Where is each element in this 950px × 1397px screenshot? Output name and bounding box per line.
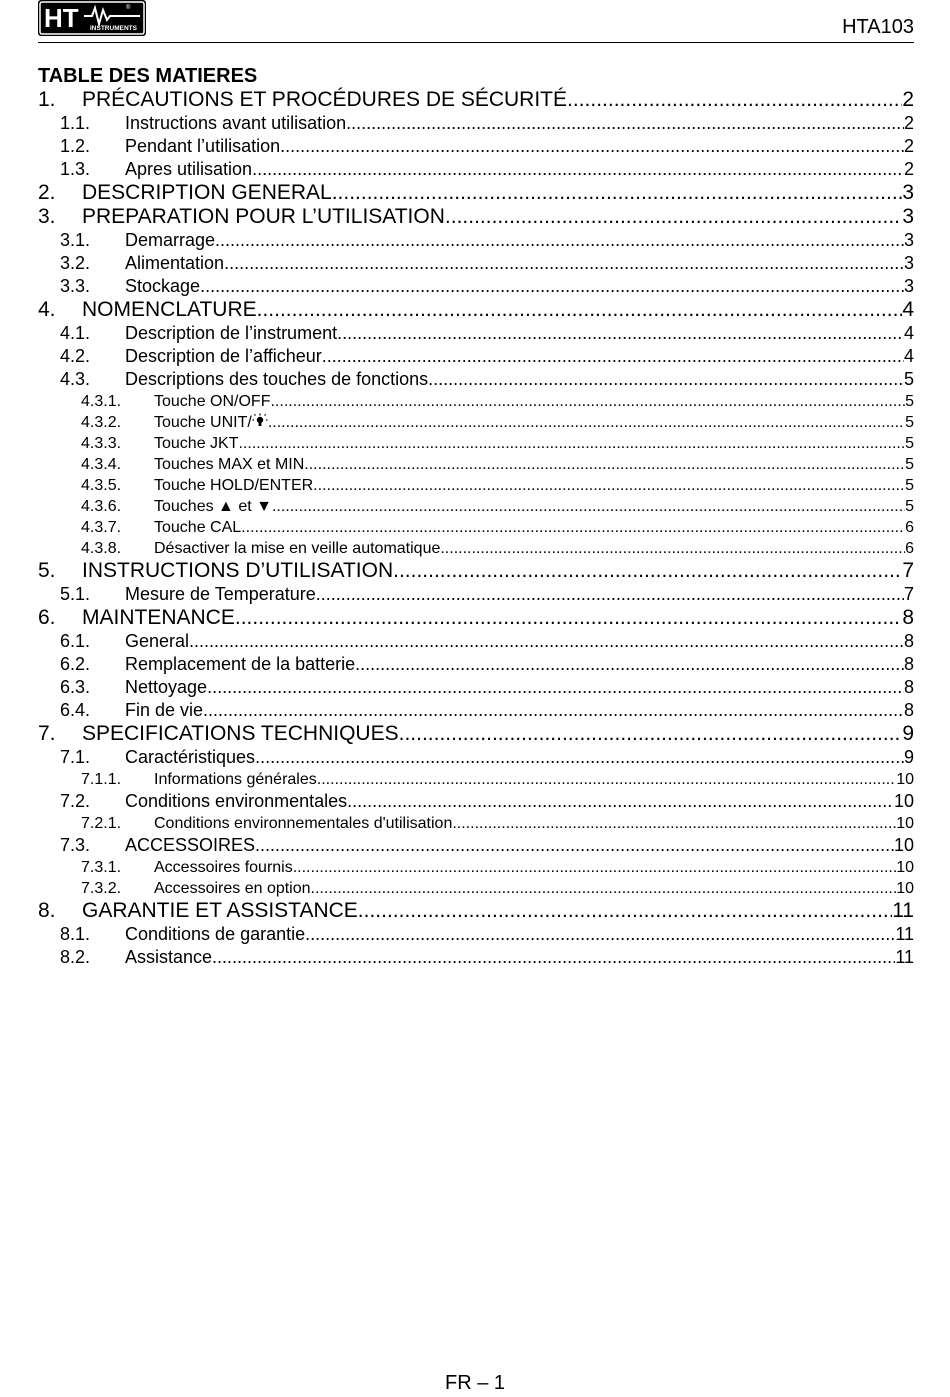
toc-entry[interactable] (38, 946, 914, 969)
toc-entry-page: 10 (896, 859, 914, 876)
toc-entry-number: 1.1. (60, 113, 91, 133)
toc-entry[interactable] (38, 834, 914, 857)
toc-leader-dots (200, 275, 904, 298)
toc-entry-title: Description de l’instrument (125, 323, 338, 343)
toc-entry-title: Touche HOLD/ENTER (154, 477, 314, 494)
toc-entry[interactable] (38, 923, 914, 946)
ht-logo-graphic (38, 0, 146, 36)
toc-entry[interactable] (38, 433, 914, 454)
toc-entry-number: 4.3.5. (81, 477, 122, 494)
toc-entry-title: Mesure de Temperature (125, 584, 316, 604)
toc-entry-page: 6 (905, 519, 914, 536)
toc-entry-title: Accessoires en option (154, 880, 311, 897)
toc-entry-number: 7.3.2. (81, 880, 122, 897)
toc-entry[interactable] (38, 275, 914, 298)
toc-entry-title: Touche ON/OFF (154, 393, 271, 410)
toc-entry[interactable] (38, 298, 914, 322)
toc-leader-dots (393, 559, 902, 583)
toc-entry-number: 6.1. (60, 631, 91, 651)
toc-entry-number: 3.3. (60, 276, 91, 296)
toc-entry-title: GARANTIE ET ASSISTANCE (82, 899, 358, 922)
toc-leader-dots (445, 205, 902, 229)
toc-entry-page: 8 (902, 606, 914, 629)
toc-entry-title: Stockage (125, 276, 201, 296)
toc-entry-title: ACCESSOIRES (125, 835, 256, 855)
toc-entry-title: Touche CAL (154, 519, 242, 536)
light-bulb-icon (252, 412, 268, 433)
toc-entry-page: 2 (902, 88, 914, 111)
toc-entry[interactable] (38, 517, 914, 538)
toc-entry-page: 5 (905, 393, 914, 410)
toc-entry-number: 2. (38, 181, 56, 204)
toc-entry[interactable] (38, 205, 914, 229)
toc-entry-title: Nettoyage (125, 677, 208, 697)
toc-leader-dots (313, 475, 905, 496)
toc-leader-dots (255, 746, 904, 769)
toc-entry-title: Touche JKT (154, 435, 239, 452)
toc-leader-dots (270, 391, 905, 412)
toc-leader-dots (428, 368, 904, 391)
toc-entry[interactable] (38, 746, 914, 769)
toc-entry-number: 8.1. (60, 924, 91, 944)
toc-leader-dots (305, 923, 895, 946)
toc-entry-number: 7.1. (60, 747, 91, 767)
toc-entry[interactable] (38, 454, 914, 475)
toc-entry[interactable] (38, 412, 914, 433)
toc-leader-dots (235, 606, 902, 630)
toc-entry-page: 5 (905, 477, 914, 494)
toc-entry-number: 1. (38, 88, 56, 111)
toc-leader-dots (452, 813, 896, 834)
toc-entry-page: 3 (902, 181, 914, 204)
toc-entry[interactable] (38, 653, 914, 676)
toc-entry-page: 9 (902, 722, 914, 745)
toc-entry-page: 8 (903, 654, 914, 674)
toc-entry-page: 10 (893, 835, 914, 855)
toc-leader-dots (241, 517, 905, 538)
toc-entry[interactable] (38, 496, 914, 517)
toc-entry[interactable] (38, 345, 914, 368)
toc-entry[interactable] (38, 813, 914, 834)
toc-entry-title: Conditions environmentales (125, 791, 348, 811)
toc-leader-dots (203, 699, 904, 722)
toc-leader-dots (255, 834, 894, 857)
toc-entry-page: 4 (903, 346, 914, 366)
toc-entry-number: 4. (38, 298, 56, 321)
toc-entry-number: 4.2. (60, 346, 91, 366)
toc-entry-number: 7.2. (60, 791, 91, 811)
toc-entry[interactable] (38, 790, 914, 813)
toc-entry-page: 2 (903, 159, 914, 179)
toc-entry[interactable] (38, 857, 914, 878)
toc-entry-page: 10 (896, 815, 914, 832)
toc-entry-number: 4.3.1. (81, 393, 122, 410)
toc-entry-title: PREPARATION POUR L’UTILISATION (82, 205, 445, 228)
toc-entry-title: Touche UNIT/ (154, 414, 252, 431)
toc-leader-dots (355, 653, 904, 676)
toc-leader-dots (358, 899, 892, 923)
toc-leader-dots (215, 229, 904, 252)
toc-entry-page: 4 (903, 323, 914, 343)
toc-entry[interactable] (38, 368, 914, 391)
logo-subtext: INSTRUMENTS (90, 25, 137, 32)
toc-entry-title: Instructions avant utilisation (125, 113, 347, 133)
toc-entry[interactable] (38, 112, 914, 135)
toc-entry-page: 10 (896, 880, 914, 897)
toc-entry-number: 3. (38, 205, 56, 228)
toc-entry[interactable] (38, 899, 914, 923)
toc-entry[interactable] (38, 699, 914, 722)
toc-leader-dots (268, 412, 905, 433)
toc-entry[interactable] (38, 583, 914, 606)
toc-entry[interactable] (38, 769, 914, 790)
toc-entry[interactable] (38, 158, 914, 181)
toc-entry-number: 7.1.1. (81, 771, 122, 788)
toc-entry-page: 5 (905, 498, 914, 515)
toc-leader-dots (311, 878, 897, 899)
toc-entry-number: 7.2.1. (81, 815, 122, 832)
toc-entry-title: SPECIFICATIONS TECHNIQUES (82, 722, 399, 745)
toc-leader-dots (224, 252, 904, 275)
toc-entry-page: 5 (903, 369, 914, 389)
toc-leader-dots (207, 676, 904, 699)
toc-entry-title: Pendant l’utilisation (125, 136, 281, 156)
toc-entry[interactable] (38, 391, 914, 412)
toc-leader-dots (304, 454, 905, 475)
toc-entry[interactable] (38, 676, 914, 699)
toc-entry-number: 6. (38, 606, 56, 629)
toc-title: TABLE DES MATIERES (38, 65, 258, 87)
toc-entry-title: Accessoires fournis (154, 859, 293, 876)
ht-instruments-logo (38, 0, 146, 36)
toc-entry-page: 5 (905, 456, 914, 473)
toc-entry-title: Informations générales (154, 771, 317, 788)
toc-entry-page: 8 (903, 700, 914, 720)
toc-entry-number: 4.3.6. (81, 498, 122, 515)
toc-entry-title: Caractéristiques (125, 747, 256, 767)
toc-entry-number: 4.3.4. (81, 456, 122, 473)
toc-entry-page: 11 (892, 899, 914, 922)
toc-leader-dots (257, 298, 903, 322)
toc-entry[interactable] (38, 135, 914, 158)
toc-entry-page: 6 (905, 540, 914, 557)
toc-entry[interactable] (38, 252, 914, 275)
toc-entry-page: 2 (903, 113, 914, 133)
toc-entry-number: 7.3.1. (81, 859, 122, 876)
toc-entry-number: 4.3.2. (81, 414, 122, 431)
toc-entry[interactable] (38, 181, 914, 205)
toc-leader-dots (337, 322, 904, 345)
toc-leader-dots (322, 345, 904, 368)
toc-entry-title: Descriptions des touches de fonctions (125, 369, 429, 389)
toc-entry-page: 3 (903, 253, 914, 273)
page-number-footer: FR – 1 (444, 1372, 506, 1394)
toc-entry-page: 2 (903, 136, 914, 156)
toc-leader-dots (567, 88, 902, 112)
toc-entry-page: 3 (902, 205, 914, 228)
toc-entry-page: 11 (895, 947, 914, 967)
toc-entry-title: Description de l’afficheur (125, 346, 322, 366)
toc-entry-title: Conditions environnementales d'utilisation (154, 815, 453, 832)
toc-entry-number: 3.2. (60, 253, 91, 273)
toc-leader-dots (440, 538, 905, 559)
toc-entry-page: 8 (903, 677, 914, 697)
toc-entry-page: 8 (903, 631, 914, 651)
toc-entry-title: Demarrage (125, 230, 216, 250)
svg-text:®: ® (126, 5, 131, 11)
toc-entry-title: Apres utilisation (125, 159, 253, 179)
toc-entry-page: 11 (895, 924, 914, 944)
toc-entry-title: General (125, 631, 190, 651)
toc-leader-dots (280, 135, 904, 158)
toc-entry-page: 7 (902, 559, 914, 582)
toc-entry-page: 10 (893, 791, 914, 811)
toc-entry[interactable] (38, 322, 914, 345)
toc-entry-page: 5 (905, 414, 914, 431)
toc-entry-number: 1.2. (60, 136, 91, 156)
toc-entry-number: 4.1. (60, 323, 91, 343)
toc-leader-dots (347, 790, 894, 813)
toc-leader-dots (189, 630, 904, 653)
toc-leader-dots (346, 112, 904, 135)
toc-entry-page: 10 (896, 771, 914, 788)
toc-leader-dots (317, 769, 896, 790)
toc-leader-dots (293, 857, 896, 878)
toc-leader-dots (332, 181, 903, 205)
toc-entry-title: Fin de vie (125, 700, 204, 720)
toc-entry-number: 4.3.7. (81, 519, 122, 536)
toc-entry[interactable] (38, 878, 914, 899)
toc-entry-title: MAINTENANCE (82, 606, 235, 629)
toc-entry-title: Alimentation (125, 253, 225, 273)
toc-entry[interactable] (38, 559, 914, 583)
toc-entry[interactable] (38, 630, 914, 653)
toc-entry-number: 4.3. (60, 369, 91, 389)
toc-entry-number: 4.3.3. (81, 435, 122, 452)
toc-entry-title: Remplacement de la batterie (125, 654, 356, 674)
toc-entry[interactable] (38, 475, 914, 496)
toc-entry-number: 5. (38, 559, 56, 582)
toc-entry-title: Assistance (125, 947, 213, 967)
toc-entry-number: 6.3. (60, 677, 91, 697)
toc-leader-dots (272, 496, 905, 517)
toc-entry-number: 6.4. (60, 700, 91, 720)
toc-entry-number: 5.1. (60, 584, 91, 604)
toc-entry[interactable] (38, 722, 914, 746)
toc-entry-number: 7.3. (60, 835, 91, 855)
toc-entry-number: 3.1. (60, 230, 91, 250)
toc-entry-number: 7. (38, 722, 56, 745)
page-header (38, 0, 914, 43)
toc-entry-title: INSTRUCTIONS D’UTILISATION (82, 559, 394, 582)
toc-leader-dots (238, 433, 905, 454)
toc-entry-number: 1.3. (60, 159, 91, 179)
toc-entry[interactable] (38, 88, 914, 112)
toc-entry-page: 9 (903, 747, 914, 767)
toc-entry-title: PRÉCAUTIONS ET PROCÉDURES DE SÉCURITÉ (82, 88, 568, 111)
toc-entry-title: DESCRIPTION GENERAL (82, 181, 332, 204)
toc-entry-number: 8.2. (60, 947, 91, 967)
toc-entry-number: 8. (38, 899, 56, 922)
toc-entry-number: 4.3.8. (81, 540, 122, 557)
toc-entry-page: 3 (903, 230, 914, 250)
toc-leader-dots (212, 946, 895, 969)
toc-entry[interactable] (38, 229, 914, 252)
toc-entry-title: NOMENCLATURE (82, 298, 257, 321)
toc-entry[interactable] (38, 538, 914, 559)
toc-entry-title: Touches ▲ et ▼ (154, 498, 272, 515)
toc-entry-number: 6.2. (60, 654, 91, 674)
toc-entry[interactable] (38, 606, 914, 630)
toc-entry-title: Désactiver la mise en veille automatique (154, 540, 441, 557)
toc-entry-title: Conditions de garantie (125, 924, 306, 944)
toc-leader-dots (252, 158, 904, 181)
toc-entry-page: 5 (905, 435, 914, 452)
toc-entry-page: 3 (903, 276, 914, 296)
toc-entry-page: 4 (902, 298, 914, 321)
toc-leader-dots (316, 583, 904, 606)
document-code: HTA103 (842, 16, 914, 38)
toc-entry-page: 7 (903, 584, 914, 604)
toc-entry-title: Touches MAX et MIN (154, 456, 305, 473)
toc-leader-dots (399, 722, 903, 746)
logo-text: HT (44, 3, 79, 33)
